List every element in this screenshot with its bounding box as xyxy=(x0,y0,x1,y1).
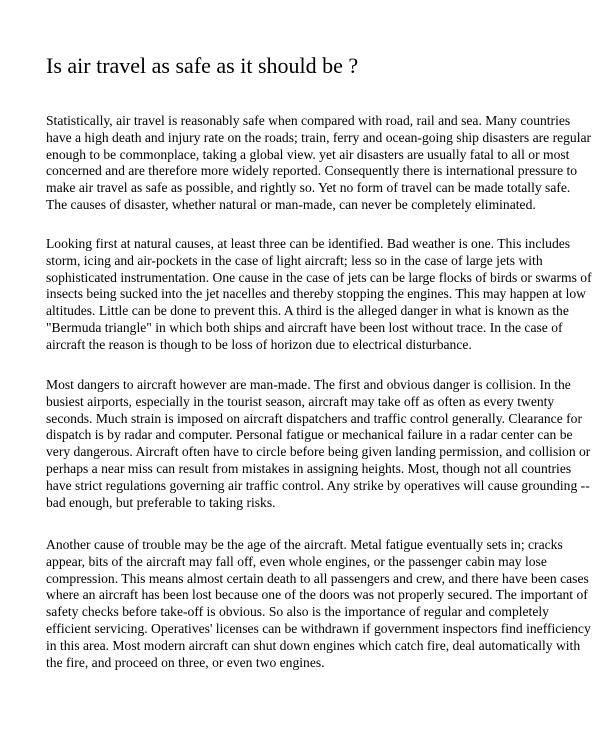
paragraph-line: enough to be commonplace, taking a global view. yet air disasters are usually fatal to all or most xyxy=(46,146,570,162)
paragraph-line: seconds. Much strain is imposed on aircraft dispatchers and traffic control generally. Clearance for xyxy=(46,410,583,426)
paragraph-line: Most dangers to aircraft however are man-made. The first and obvious danger is collision. In the xyxy=(46,377,571,392)
paragraph-line: The causes of disaster, whether natural or man-made, can never be completely eliminated. xyxy=(46,196,536,212)
paragraph-line: perhaps a near miss can result from mistakes in assigning heights. Most, though not all countries xyxy=(46,460,572,476)
paragraph-line: make air travel as safe as possible, and rightly so. Yet no form of travel can be made totally safe. xyxy=(46,180,571,196)
paragraph-line: Statistically, air travel is reasonably safe when compared with road, rail and sea. Many countries xyxy=(46,113,571,128)
paragraph-line: busiest airports, especially in the tourist season, aircraft may take off as often as every twenty xyxy=(46,393,555,409)
paragraph-line: dispatch is by radar and computer. Personal fatigue or mechanical failure in a radar center can be xyxy=(46,427,573,443)
paragraph-line: efficient servicing. Operatives' licenses can be withdrawn if government inspectors find inefficiency xyxy=(46,620,591,636)
paragraph-line: where an aircraft has been lost because one of the doors was not properly secured. The important of xyxy=(46,587,588,603)
paragraph-line: aircraft the reason is though to be loss of horizon due to electrical disturbance. xyxy=(46,336,472,352)
paragraph-line: altitudes. Little can be done to prevent this. A third is the alleged danger in what is known as the xyxy=(46,303,569,319)
paragraph-natural-causes xyxy=(46,236,592,354)
paragraph-aircraft-age xyxy=(46,537,591,671)
paragraph-line: "Bermuda triangle" in which both ships and aircraft have been lost without trace. In the case of xyxy=(46,319,563,335)
paragraph-line: the fire, and proceed on three, or even two engines. xyxy=(46,654,325,670)
paragraph-line: storm, icing and air-pockets in the case of light aircraft; less so in the case of large jets with xyxy=(46,252,543,268)
paragraph-line: very dangerous. Aircraft often have to circle before being given landing permission, and collision or xyxy=(46,444,591,460)
paragraph-line: bad enough, but preferable to taking risks. xyxy=(46,494,276,510)
paragraph-line: compression. This means almost certain death to all passengers and crew, and there have been cases xyxy=(46,570,589,586)
paragraph-line: in this area. Most modern aircraft can shut down engines which catch fire, deal automatically with xyxy=(46,637,581,653)
paragraph-line: insects being sucked into the jet nacelles and thereby stopping the engines. This may happen at low xyxy=(46,286,586,302)
paragraph-line: Another cause of trouble may be the age of the aircraft. Metal fatigue eventually sets in; cracks xyxy=(46,537,563,552)
paragraph-statistics xyxy=(46,113,591,214)
paragraph-man-made-dangers xyxy=(46,377,590,511)
paragraph-line: sophisticated instrumentation. One cause in the case of jets can be large flocks of birds or swarms of xyxy=(46,269,592,285)
document-title: Is air travel as safe as it should be ? xyxy=(46,53,359,78)
paragraph-line: Looking first at natural causes, at least three can be identified. Bad weather is one. This includes xyxy=(46,236,571,251)
paragraph-line: have a high death and injury rate on the roads; train, ferry and ocean-going ship disasters are regular xyxy=(46,129,592,145)
paragraph-line: have strict regulations governing air traffic control. Any strike by operatives will cause grounding -- xyxy=(46,477,590,493)
paragraph-line: safety checks before take-off is obvious. So also is the importance of regular and completely xyxy=(46,604,549,620)
paragraph-line: appear, bits of the aircraft may fall off, even whole engines, or the passenger cabin may lose xyxy=(46,553,547,569)
paragraph-line: concerned and are therefore more widely reported. Consequently there is international pressure to xyxy=(46,163,578,179)
